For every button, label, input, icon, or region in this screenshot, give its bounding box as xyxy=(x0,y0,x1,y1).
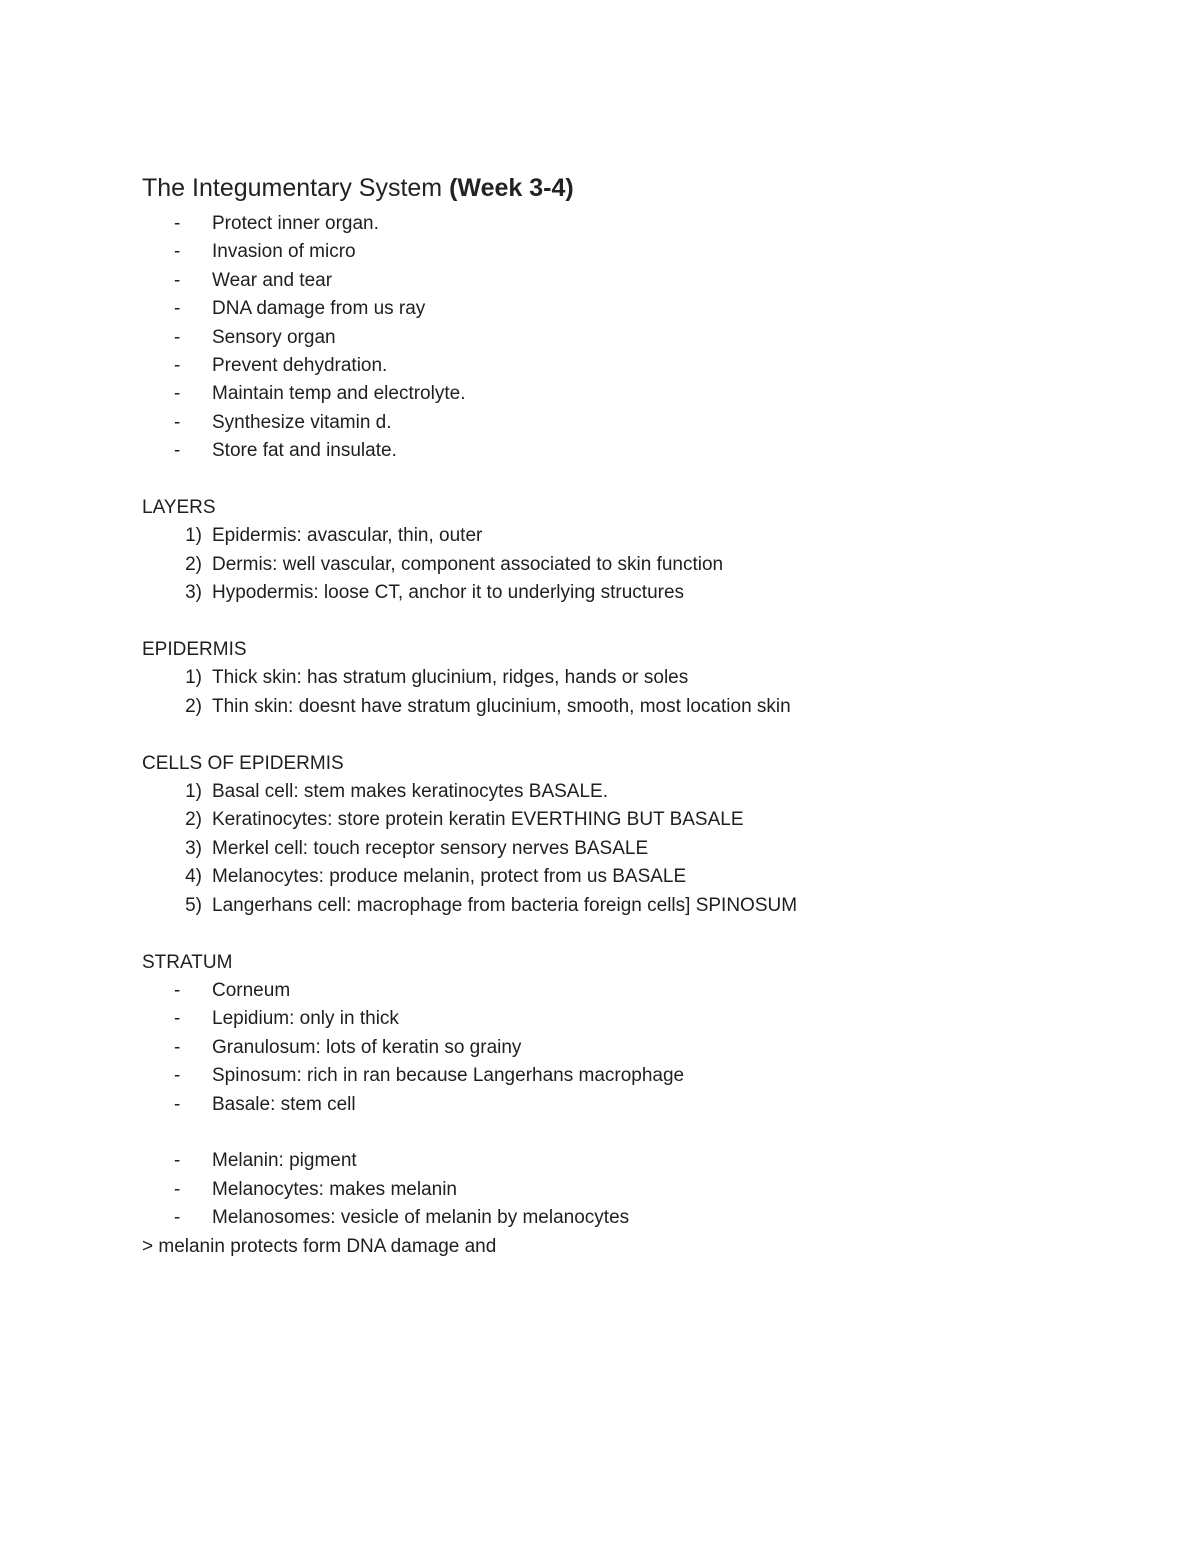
epidermis-list xyxy=(142,664,1102,721)
list-item xyxy=(142,835,1102,863)
list-item-text: Protect inner organ. xyxy=(212,213,379,234)
cells-list xyxy=(142,778,1102,920)
dash-marker: - xyxy=(174,1093,181,1115)
list-item-text: Langerhans cell: macrophage from bacteria foreign cells] SPINOSUM xyxy=(212,894,798,916)
layers-heading: LAYERS xyxy=(142,497,216,519)
number-marker: 3) xyxy=(185,582,202,604)
list-item-text: Granulosum: lots of keratin so grainy xyxy=(212,1036,522,1058)
list-item xyxy=(142,522,1102,550)
number-marker: 1) xyxy=(185,525,202,547)
list-item xyxy=(142,409,1102,437)
list-item-text: Merkel cell: touch receptor sensory nerves BASALE xyxy=(212,837,649,859)
dash-marker: - xyxy=(174,440,181,462)
spacer xyxy=(142,466,1102,494)
list-item xyxy=(142,1204,1102,1232)
melanin-note: > melanin protects form DNA damage and xyxy=(142,1235,497,1257)
number-marker: 1) xyxy=(185,667,202,689)
list-item-text: Epidermis: avascular, thin, outer xyxy=(212,525,483,547)
dash-marker: - xyxy=(174,269,181,291)
list-item xyxy=(142,437,1102,465)
list-item xyxy=(142,324,1102,352)
title-text: The Integumentary System xyxy=(142,174,450,202)
list-item-text: Spinosum: rich in ran because Langerhans macrophage xyxy=(212,1065,685,1087)
list-item xyxy=(142,977,1102,1005)
number-marker: 2) xyxy=(185,695,202,717)
spacer xyxy=(142,608,1102,636)
dash-marker: - xyxy=(174,355,181,377)
dash-marker: - xyxy=(174,1036,181,1058)
number-marker: 5) xyxy=(185,894,202,916)
list-item xyxy=(142,1034,1102,1062)
list-item-text: Store fat and insulate. xyxy=(212,440,397,462)
document-page xyxy=(142,170,1102,1261)
list-item-text: DNA damage from us ray xyxy=(212,298,426,320)
dash-marker: - xyxy=(174,326,181,348)
list-item-text: Melanin: pigment xyxy=(212,1150,357,1172)
number-marker: 2) xyxy=(185,809,202,831)
list-item-text: Prevent dehydration. xyxy=(212,355,388,377)
melanin-list xyxy=(142,1147,1102,1232)
list-item-text: Melanocytes: produce melanin, protect from us BASALE xyxy=(212,866,687,888)
list-item-text: Keratinocytes: store protein keratin EVERTHING BUT BASALE xyxy=(212,809,744,831)
list-item xyxy=(142,1147,1102,1175)
functions-list xyxy=(142,210,1102,466)
list-item-text: Thin skin: doesnt have stratum glucinium, smooth, most location skin xyxy=(212,695,791,717)
spacer xyxy=(142,920,1102,948)
cells-heading: CELLS OF EPIDERMIS xyxy=(142,752,344,774)
list-item xyxy=(142,1005,1102,1033)
dash-marker: - xyxy=(174,1207,181,1229)
number-marker: 1) xyxy=(185,781,202,803)
page-title xyxy=(142,170,1102,206)
list-item xyxy=(142,380,1102,408)
epidermis-heading: EPIDERMIS xyxy=(142,639,247,661)
dash-marker: - xyxy=(174,1065,181,1087)
dash-marker: - xyxy=(174,298,181,320)
list-item xyxy=(142,579,1102,607)
spacer xyxy=(142,1119,1102,1147)
list-item-text: Basale: stem cell xyxy=(212,1093,356,1115)
stratum-heading: STRATUM xyxy=(142,951,233,973)
list-item-text: Corneum xyxy=(212,979,291,1001)
list-item-text: Melanosomes: vesicle of melanin by melanocytes xyxy=(212,1207,630,1229)
number-marker: 3) xyxy=(185,837,202,859)
dash-marker: - xyxy=(174,241,181,263)
list-item-text: Basal cell: stem makes keratinocytes BASALE. xyxy=(212,781,608,803)
dash-marker: - xyxy=(174,1008,181,1030)
stratum-list xyxy=(142,977,1102,1119)
dash-marker: - xyxy=(174,979,181,1001)
list-item xyxy=(142,863,1102,891)
list-item-text: Dermis: well vascular, component associated to skin function xyxy=(212,553,724,575)
number-marker: 4) xyxy=(185,866,202,888)
list-item-text: Hypodermis: loose CT, anchor it to underlying structures xyxy=(212,582,685,604)
list-item xyxy=(142,1062,1102,1090)
list-item xyxy=(142,778,1102,806)
spacer xyxy=(142,721,1102,749)
list-item xyxy=(142,1176,1102,1204)
list-item-text: Lepidium: only in thick xyxy=(212,1008,399,1030)
list-item xyxy=(142,664,1102,692)
dash-marker: - xyxy=(174,1178,181,1200)
list-item-text: Melanocytes: makes melanin xyxy=(212,1178,457,1200)
list-item-text: Sensory organ xyxy=(212,326,336,348)
title-week: (Week 3-4) xyxy=(449,174,574,202)
dash-marker: - xyxy=(174,383,181,405)
list-item-text: Wear and tear xyxy=(212,269,333,291)
list-item xyxy=(142,693,1102,721)
dash-marker: - xyxy=(174,1150,181,1172)
layers-list xyxy=(142,522,1102,607)
list-item-text: Synthesize vitamin d. xyxy=(212,411,392,433)
list-item xyxy=(142,238,1102,266)
list-item-text: Maintain temp and electrolyte. xyxy=(212,383,466,405)
list-item-text: Thick skin: has stratum glucinium, ridges, hands or soles xyxy=(212,667,689,689)
list-item xyxy=(142,295,1102,323)
dash-marker: - xyxy=(174,213,181,234)
number-marker: 2) xyxy=(185,553,202,575)
list-item xyxy=(142,1091,1102,1119)
list-item-text: Invasion of micro xyxy=(212,241,356,263)
list-item xyxy=(142,267,1102,295)
list-item xyxy=(142,551,1102,579)
list-item xyxy=(142,352,1102,380)
list-item xyxy=(142,210,1102,238)
list-item xyxy=(142,892,1102,920)
dash-marker: - xyxy=(174,411,181,433)
list-item xyxy=(142,806,1102,834)
